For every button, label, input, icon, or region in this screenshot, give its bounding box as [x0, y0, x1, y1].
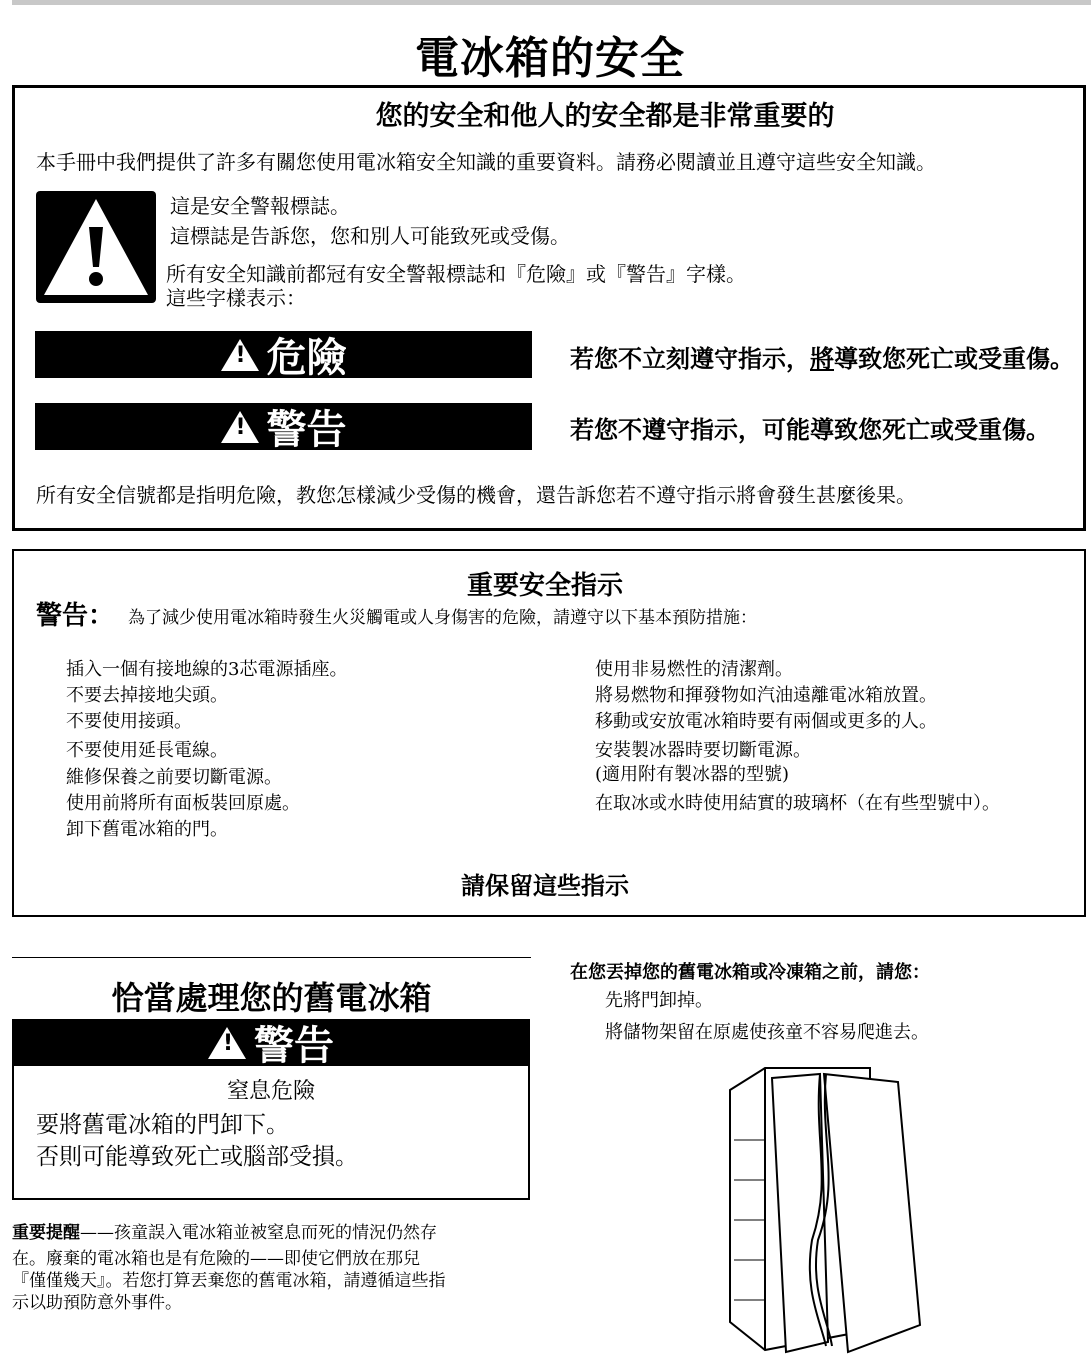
hazard-line-1: 要將舊電冰箱的門卸下。	[36, 1112, 289, 1138]
left-item-4: 不要使用延長電線。	[66, 740, 228, 761]
danger-text-part-1: 若您不立刻遵守指示，	[570, 344, 810, 373]
refrigerator-illustration	[720, 1060, 930, 1355]
safety-heading: 您的安全和他人的安全都是非常重要的	[375, 101, 835, 132]
disposal-warning-label: 警告	[254, 1022, 334, 1069]
danger-alert-icon	[221, 339, 259, 371]
save-instructions: 請保留這些指示	[461, 871, 629, 900]
reminder-line-4: 示以助預防意外事件。	[12, 1293, 182, 1313]
instructions-warning-label: 警告：	[36, 601, 115, 631]
right-item-4: 安裝製冰器時要切斷電源。	[595, 740, 811, 761]
right-item-6: 在取冰或水時使用結實的玻璃杯（在有些型號中）。	[595, 793, 1000, 814]
warning-alert-icon	[221, 411, 259, 443]
danger-bar	[35, 331, 532, 381]
hazard-title: 窒息危險	[226, 1079, 315, 1104]
reminder-bold: 重要提醒	[12, 1223, 80, 1243]
instructions-heading: 重要安全指示	[466, 571, 623, 601]
reminder-line-2: 在。廢棄的電冰箱也是有危險的——即使它們放在那兒	[12, 1249, 420, 1269]
warning-triangle-icon	[36, 191, 156, 303]
warning-label: 警告	[266, 406, 347, 453]
danger-text	[570, 339, 1074, 374]
symbol-line-1: 這是安全警報標誌。	[170, 194, 350, 218]
disposal-right-heading: 在您丟掉您的舊電冰箱或冷凍箱之前，請您：	[570, 962, 930, 983]
left-item-2: 不要去掉接地尖頭。	[66, 685, 228, 706]
safety-intro: 本手冊中我們提供了許多有關您使用電冰箱安全知識的重要資料。請務必閱讀並且遵守這些安全知識。	[36, 150, 936, 174]
symbol-line-4: 這些字樣表示：	[166, 286, 306, 310]
left-item-3: 不要使用接頭。	[66, 711, 192, 732]
reminder	[12, 1222, 437, 1244]
safety-alert-symbol	[36, 191, 156, 303]
danger-text-underlined: 將	[810, 344, 834, 373]
right-item-5: (適用附有製冰器的型號)	[595, 764, 790, 785]
left-item-5: 維修保養之前要切斷電源。	[66, 767, 282, 788]
top-rule	[12, 0, 1091, 5]
section-rule	[12, 957, 531, 958]
symbol-line-2: 這標誌是告訴您，您和別人可能致死或受傷。	[170, 224, 570, 248]
disposal-heading: 恰當處理您的舊電冰箱	[111, 979, 432, 1017]
instructions-warning-text: 為了減少使用電冰箱時發生火災觸電或人身傷害的危險，請遵守以下基本預防措施：	[128, 608, 757, 628]
page-title: 電冰箱的安全	[415, 33, 685, 84]
right-item-3: 移動或安放電冰箱時要有兩個或更多的人。	[595, 711, 937, 732]
danger-label: 危險	[266, 334, 347, 381]
disposal-alert-icon	[208, 1027, 246, 1059]
warning-text: 若您不遵守指示，可能導致您死亡或受重傷。	[570, 415, 1050, 444]
safety-footer: 所有安全信號都是指明危險，教您怎樣減少受傷的機會，還告訴您若不遵守指示將會發生甚麼後果。	[36, 483, 916, 507]
left-item-1: 插入一個有接地線的3芯電源插座。	[66, 659, 348, 680]
disposal-step-2: 將儲物架留在原處使孩童不容易爬進去。	[605, 1022, 929, 1043]
disposal-warning-bar	[12, 1019, 530, 1069]
right-item-1: 使用非易燃性的清潔劑。	[595, 659, 793, 680]
left-item-7: 卸下舊電冰箱的門。	[66, 819, 228, 840]
hazard-line-2: 否則可能導致死亡或腦部受損。	[36, 1144, 358, 1170]
danger-text-part-2: 導致您死亡或受重傷。	[834, 344, 1074, 373]
reminder-line-1: ——孩童誤入電冰箱並被窒息而死的情況仍然存	[80, 1223, 437, 1243]
left-item-6: 使用前將所有面板裝回原處。	[66, 793, 300, 814]
reminder-line-3: 『僅僅幾天』。若您打算丟棄您的舊電冰箱，請遵循這些指	[12, 1271, 446, 1291]
right-item-2: 將易燃物和揮發物如汽油遠離電冰箱放置。	[595, 685, 937, 706]
disposal-step-1: 先將門卸掉。	[605, 990, 713, 1011]
warning-bar	[35, 403, 532, 453]
symbol-line-3: 所有安全知識前都冠有安全警報標誌和『危險』或『警告』字樣。	[166, 262, 746, 286]
